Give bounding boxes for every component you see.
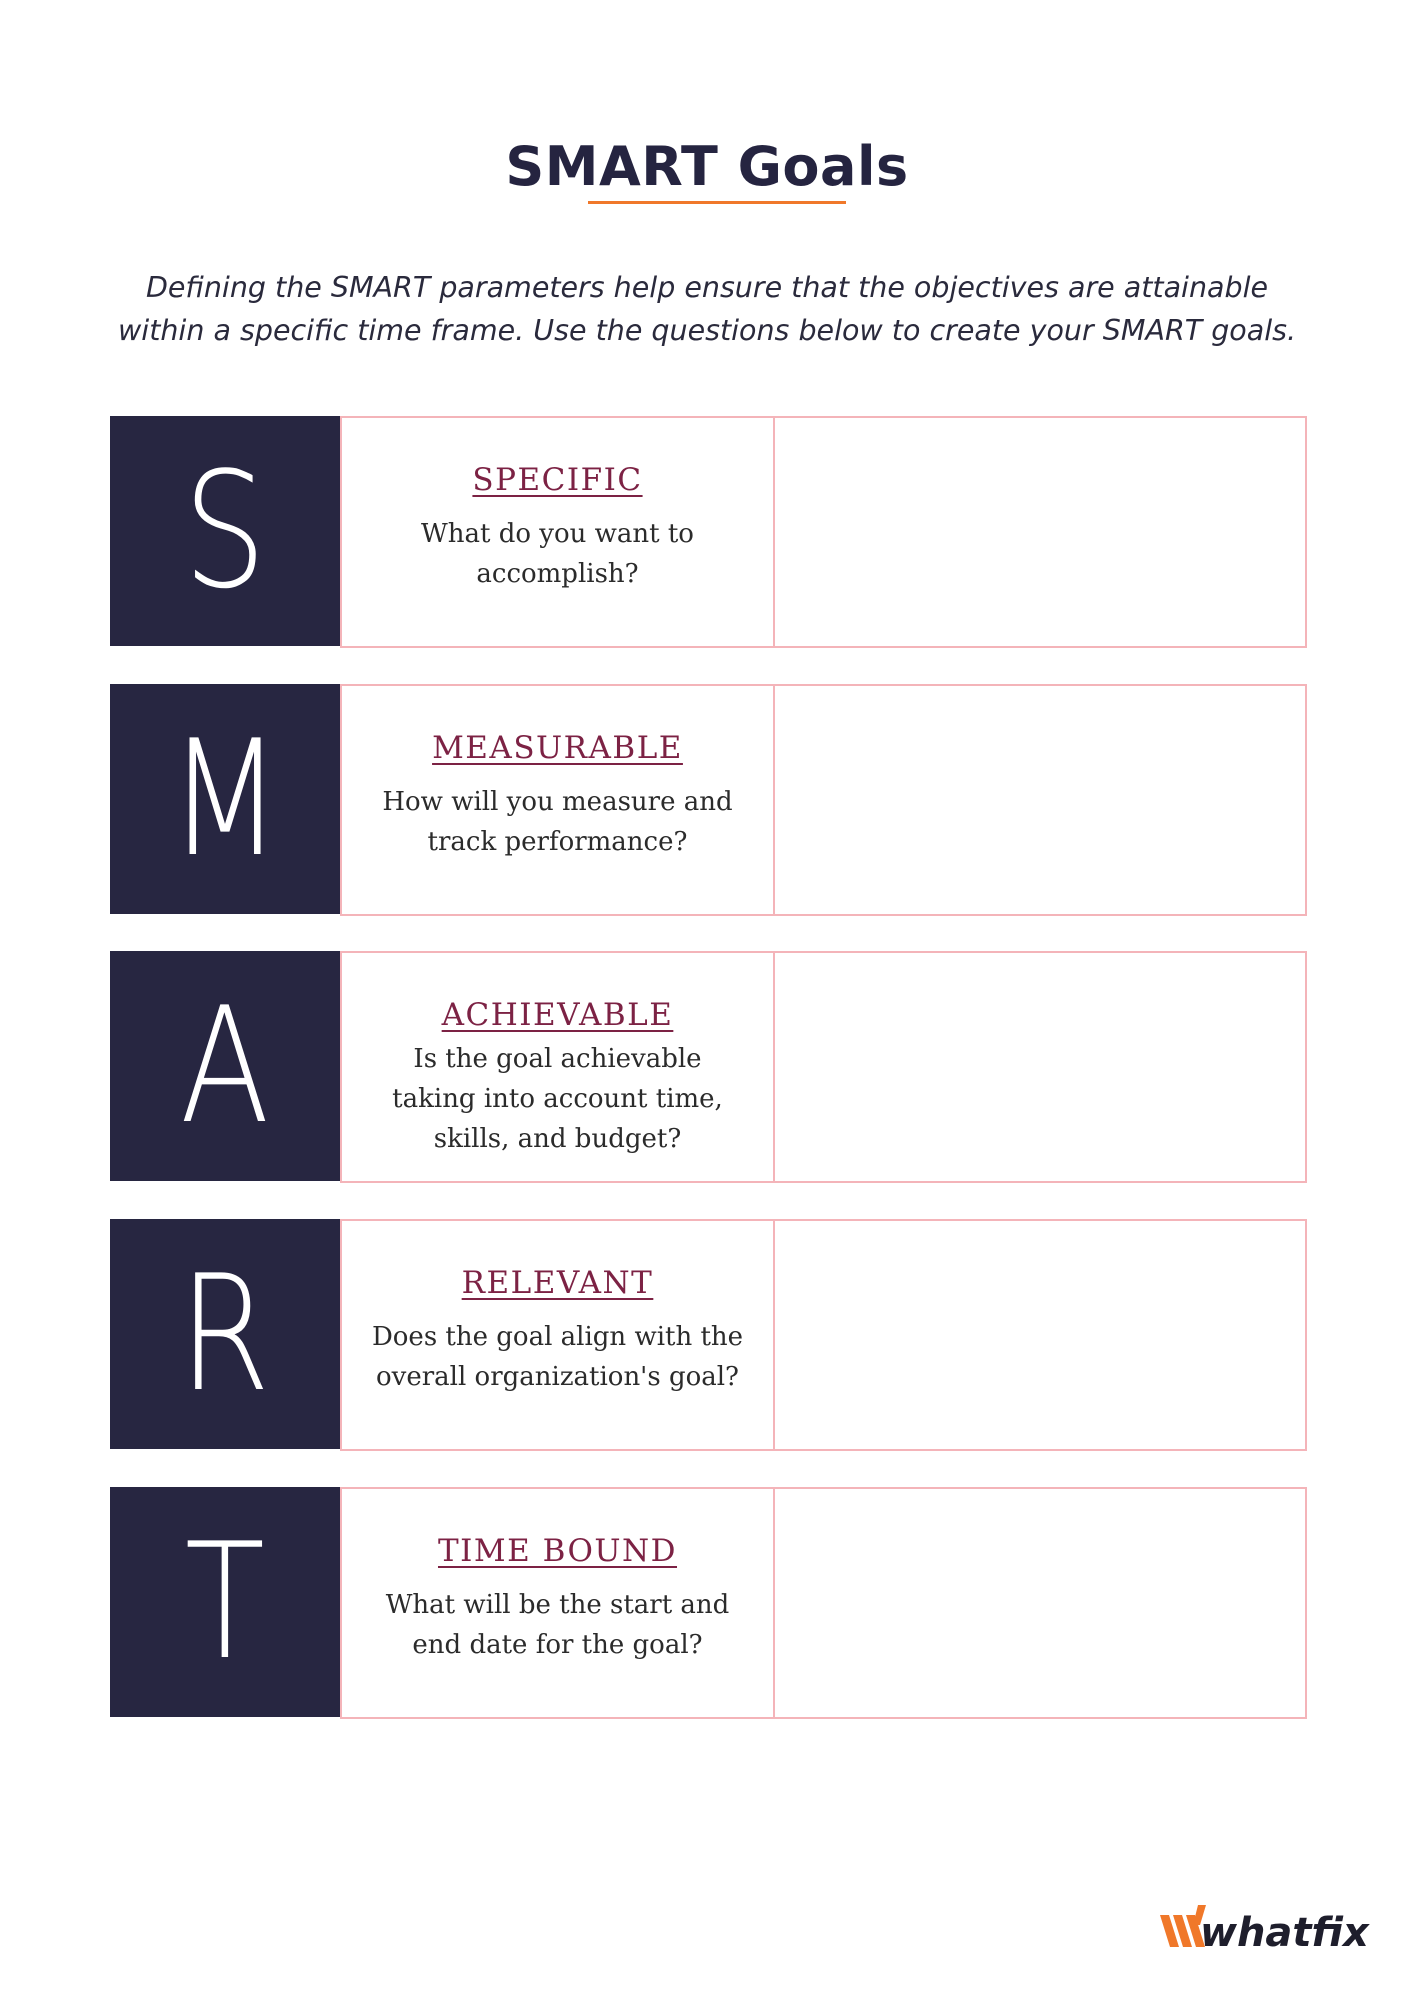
letter-box [110, 951, 340, 1181]
letter: A [180, 972, 270, 1159]
question-line: How will you measure and [382, 787, 733, 817]
answer-cell[interactable] [773, 951, 1307, 1183]
question-line: What do you want to [421, 519, 694, 549]
row-question [358, 1317, 758, 1397]
answer-cell[interactable] [773, 416, 1307, 648]
letter-box [110, 684, 340, 914]
smart-row-measurable [110, 684, 1307, 914]
intro-line: within a specific time frame. Use the questions below to create your SMART goals. [117, 314, 1297, 347]
whatfix-logo [1160, 1897, 1375, 1957]
question-cell [340, 684, 775, 916]
row-heading: MEASURABLE [432, 730, 683, 766]
page-title: SMART Goals [505, 135, 909, 198]
letter: S [183, 437, 267, 624]
question-cell [340, 416, 775, 648]
row-question [358, 782, 758, 862]
question-line: taking into account time, [392, 1084, 723, 1114]
letter: T [184, 1508, 266, 1695]
answer-cell[interactable] [773, 1487, 1307, 1719]
answer-cell[interactable] [773, 684, 1307, 916]
question-cell [340, 951, 775, 1183]
letter-box [110, 1487, 340, 1717]
letter-box [110, 1219, 340, 1449]
letter: R [179, 1240, 271, 1427]
question-cell [340, 1487, 775, 1719]
smart-row-time-bound [110, 1487, 1307, 1717]
question-line: track performance? [427, 827, 688, 857]
question-line: What will be the start and [385, 1590, 730, 1620]
question-line: skills, and budget? [433, 1124, 682, 1154]
question-line: accomplish? [476, 559, 639, 589]
title-underline [588, 201, 846, 204]
question-line: Does the goal align with the [371, 1322, 744, 1352]
question-cell [340, 1219, 775, 1451]
row-question [358, 514, 758, 594]
row-heading: TIME BOUND [437, 1533, 678, 1569]
intro-text [0, 266, 1414, 352]
smart-row-achievable [110, 951, 1307, 1181]
letter: M [168, 705, 282, 892]
smart-row-specific [110, 416, 1307, 646]
intro-line: Defining the SMART parameters help ensure that the objectives are attainable [145, 271, 1269, 304]
row-question [358, 1039, 758, 1159]
row-heading: SPECIFIC [472, 462, 643, 498]
row-heading: ACHIEVABLE [441, 997, 674, 1033]
whatfix-wordmark: whatfix [1200, 1910, 1369, 1956]
row-question [358, 1585, 758, 1665]
smart-row-relevant [110, 1219, 1307, 1449]
answer-cell[interactable] [773, 1219, 1307, 1451]
row-heading: RELEVANT [461, 1265, 654, 1301]
question-line: end date for the goal? [412, 1630, 703, 1660]
letter-box [110, 416, 340, 646]
question-line: overall organization's goal? [375, 1362, 739, 1392]
question-line: Is the goal achievable [413, 1044, 702, 1074]
